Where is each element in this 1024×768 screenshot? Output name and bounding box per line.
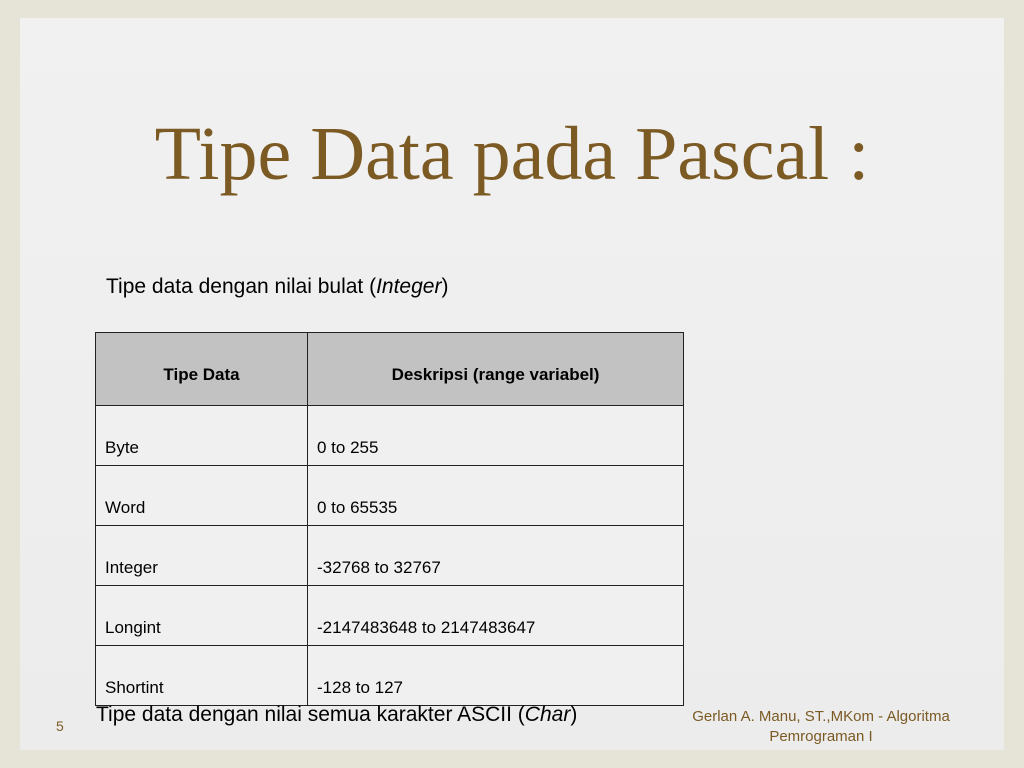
page-number: 5: [56, 718, 64, 734]
footer-line1: Gerlan A. Manu, ST.,MKom - Algoritma: [692, 708, 950, 725]
footer: [656, 707, 986, 747]
header-tipe-data: Tipe Data: [96, 333, 308, 406]
cell-range: 0 to 65535: [308, 466, 684, 526]
table-row: [96, 646, 684, 706]
table-header-row: [96, 333, 684, 406]
subtitle-suffix: ): [441, 275, 449, 298]
slide: [20, 18, 1004, 750]
table-row: [96, 526, 684, 586]
subtitle2-italic: Char: [524, 703, 571, 726]
char-subtitle: [96, 702, 577, 727]
subtitle-prefix: Tipe data dengan nilai bulat (: [106, 275, 377, 298]
cell-range: -2147483648 to 2147483647: [308, 586, 684, 646]
cell-range: -32768 to 32767: [308, 526, 684, 586]
cell-range: 0 to 255: [308, 406, 684, 466]
table-row: [96, 586, 684, 646]
cell-type: Shortint: [96, 646, 308, 706]
table-row: [96, 406, 684, 466]
cell-type: Word: [96, 466, 308, 526]
cell-type: Integer: [96, 526, 308, 586]
cell-type: Longint: [96, 586, 308, 646]
footer-line2: Pemrograman I: [769, 728, 873, 745]
header-deskripsi: Deskripsi (range variabel): [308, 333, 684, 406]
subtitle-italic: Integer: [376, 275, 442, 298]
table-row: [96, 466, 684, 526]
slide-title: Tipe Data pada Pascal :: [154, 112, 870, 196]
integer-subtitle: [106, 274, 448, 299]
cell-range: -128 to 127: [308, 646, 684, 706]
subtitle2-suffix: ): [570, 703, 578, 726]
cell-type: Byte: [96, 406, 308, 466]
subtitle2-prefix: Tipe data dengan nilai semua karakter ASCII (: [96, 703, 525, 726]
data-type-table: [95, 332, 684, 706]
